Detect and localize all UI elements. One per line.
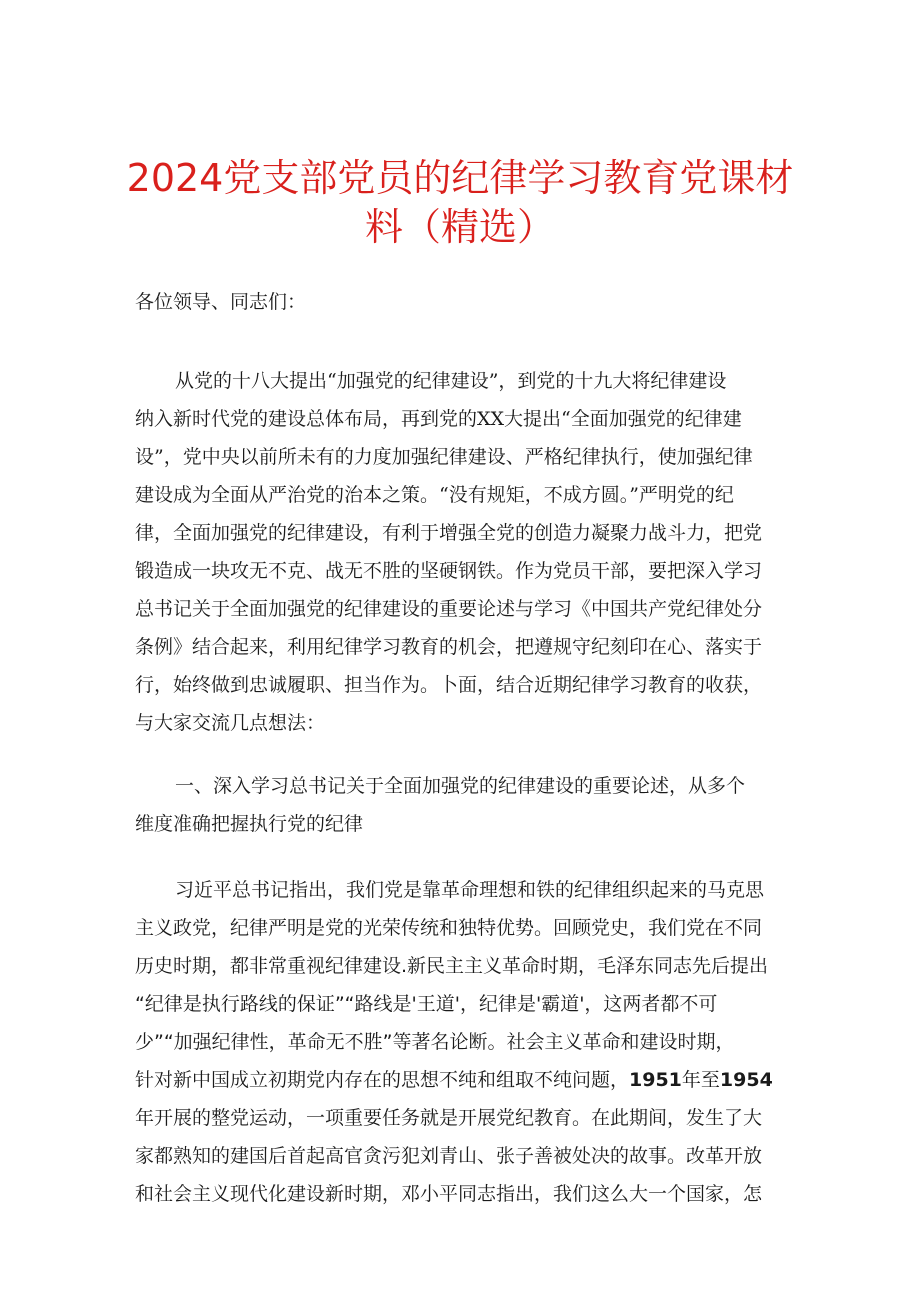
salutation: 各位领导、同志们： <box>135 291 307 313</box>
intro-line-7: 总书记关于全面加强党的纪律建设的重要论述与学习《中国共产党纪律处分 <box>135 598 763 620</box>
body-line-2: 主义政党，纪律严明是党的光荣传统和独特优势。回顾党史，我们党在不同 <box>135 917 763 939</box>
year-end: 1954 <box>719 1069 773 1091</box>
body-line-9: 和社会主义现代化建设新时期，邓小平同志指出，我们这么大一个国家，怎 <box>135 1183 763 1205</box>
body-line-1: 习近平总书记指出，我们党是靠革命理想和铁的纪律组织起来的马克思 <box>175 879 765 901</box>
document-title-line-2: 料（精选） <box>364 205 555 249</box>
body-line-3: 历史时期，都非常重视纪律建设.新民主主义革命时期，毛泽东同志先后提出 <box>135 955 769 977</box>
body-line-4: “纪律是执行路线的保证”“路线是'王道'，纪律是'霸道'，这两者都不可 <box>135 993 718 1015</box>
intro-line-6: 锻造成一块攻无不克、战无不胜的坚硬钢铁。作为党员干部，要把深入学习 <box>135 560 763 582</box>
intro-line-10: 与大家交流几点想法： <box>135 712 326 734</box>
intro-line-9: 行，始终做到忠诚履职、担当作为。卜面，结合近期纪律学习教育的收获， <box>135 674 763 696</box>
section-heading-line-1: 一、深入学习总书记关于全面加强党的纪律建设的重要论述，从多个 <box>175 775 746 797</box>
intro-line-1: 从党的十八大提出“加强党的纪律建设”，到党的十九大将纪律建设 <box>175 370 727 392</box>
document-title-line-1: 2024党支部党员的纪律学习教育党课材 <box>126 156 794 200</box>
intro-line-4: 建设成为全面从严治党的治本之策。“没有规矩，不成方圆。”严明党的纪 <box>135 484 734 506</box>
year-connector: 年至 <box>681 1069 720 1091</box>
body-line-7: 年开展的整党运动，一项重要任务就是开展党纪教育。在此期间，发生了大 <box>135 1107 763 1129</box>
intro-line-5: 律，全面加强党的纪律建设，有利于增强全党的创造力凝聚力战斗力，把党 <box>135 522 763 544</box>
body-line-6 <box>135 1065 795 1092</box>
body-line-8: 家都熟知的建国后首起高官贪污犯刘青山、张子善被处决的故事。改革开放 <box>135 1145 763 1167</box>
body-line-5: 少”“加强纪律性，革命无不胜”等著名论断。社会主义革命和建设时期， <box>135 1031 735 1053</box>
intro-line-8: 条例》结合起来，利用纪律学习教育的机会，把遵规守纪刻印在心、落实于 <box>135 636 763 658</box>
year-start: 1951 <box>629 1069 682 1091</box>
intro-line-2: 纳入新时代党的建设总体布局，再到党的XX大提出“全面加强党的纪律建 <box>135 408 742 430</box>
section-heading-line-2: 维度准确把握执行党的纪律 <box>135 813 364 835</box>
body-line-6-text: 针对新中国成立初期党内存在的思想不纯和组取不纯问题， <box>135 1069 630 1091</box>
intro-line-3: 设”，党中央以前所未有的力度加强纪律建设、严格纪律执行，使加强纪律 <box>135 446 753 468</box>
